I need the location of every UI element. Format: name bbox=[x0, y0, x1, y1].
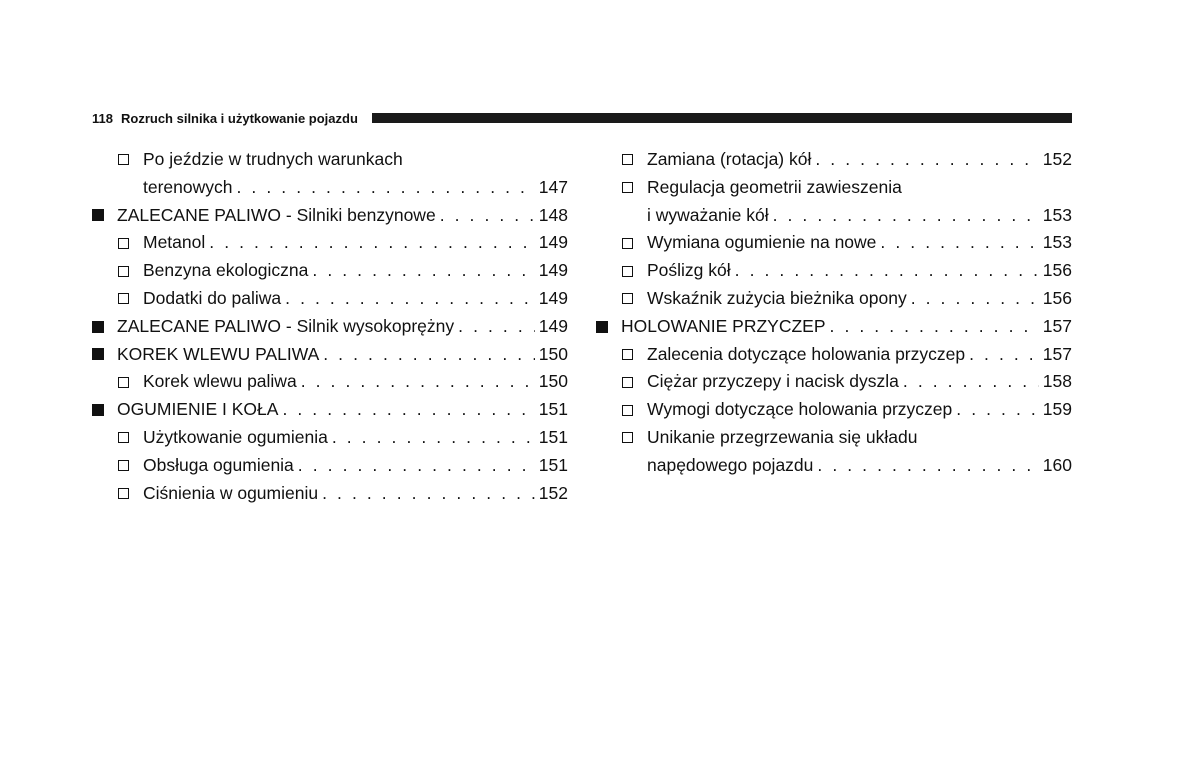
page-number: 118 bbox=[92, 110, 113, 126]
toc-page-number: 153 bbox=[1042, 204, 1072, 225]
toc-page-number: 160 bbox=[1042, 454, 1072, 475]
toc-page-number: 157 bbox=[1042, 343, 1072, 364]
dot-leader bbox=[282, 396, 534, 424]
toc-page-number: 158 bbox=[1042, 371, 1072, 392]
toc-entry-title: OGUMIENIE I KOŁA bbox=[117, 399, 279, 420]
toc-entry-title: KOREK WLEWU PALIWA bbox=[117, 343, 320, 364]
toc-page-number: 151 bbox=[538, 399, 568, 420]
toc-entry[interactable] bbox=[92, 285, 568, 313]
toc-entry-title: napędowego pojazdu bbox=[647, 454, 814, 475]
toc-entry-title: Unikanie przegrzewania się układu bbox=[647, 426, 918, 447]
toc-entry-title: Korek wlewu paliwa bbox=[143, 371, 297, 392]
hollow-square-bullet-icon bbox=[118, 293, 129, 304]
toc-entry[interactable] bbox=[92, 341, 568, 369]
toc-page-number: 151 bbox=[538, 426, 568, 447]
toc-entry-title: ZALECANE PALIWO - Silnik wysokoprężny bbox=[117, 315, 455, 336]
toc-entry[interactable] bbox=[92, 257, 568, 285]
toc-page-number: 149 bbox=[538, 260, 568, 281]
hollow-square-bullet-icon bbox=[622, 405, 633, 416]
toc-entry[interactable] bbox=[92, 174, 568, 202]
toc-entry[interactable] bbox=[596, 313, 1072, 341]
hollow-square-bullet-icon bbox=[118, 266, 129, 277]
toc-page-number: 153 bbox=[1042, 232, 1072, 253]
toc-entry-title: terenowych bbox=[143, 176, 233, 197]
hollow-square-bullet-icon bbox=[622, 349, 633, 360]
toc-entry[interactable] bbox=[596, 341, 1072, 369]
toc-entry-title: Ciśnienia w ogumieniu bbox=[143, 482, 319, 503]
toc-entry-title: Poślizg kół bbox=[647, 260, 731, 281]
toc-entry-title: Ciężar przyczepy i nacisk dyszla bbox=[647, 371, 899, 392]
hollow-square-bullet-icon bbox=[622, 432, 633, 443]
toc-page-number: 156 bbox=[1042, 287, 1072, 308]
dot-leader bbox=[322, 480, 535, 508]
toc-entry-title: Użytkowanie ogumienia bbox=[143, 426, 328, 447]
dot-leader bbox=[817, 452, 1038, 480]
toc-entry[interactable] bbox=[596, 424, 1072, 452]
toc-page-number: 151 bbox=[538, 454, 568, 475]
hollow-square-bullet-icon bbox=[118, 238, 129, 249]
dot-leader bbox=[312, 257, 534, 285]
toc-entry[interactable] bbox=[596, 174, 1072, 202]
dot-leader bbox=[735, 257, 1039, 285]
toc-entry[interactable] bbox=[92, 480, 568, 508]
toc-page-number: 152 bbox=[538, 482, 568, 503]
toc-entry[interactable] bbox=[596, 368, 1072, 396]
toc-entry[interactable] bbox=[92, 424, 568, 452]
page-header bbox=[92, 109, 1072, 127]
toc-page-number: 152 bbox=[1042, 149, 1072, 169]
toc-page-number: 149 bbox=[538, 315, 568, 336]
toc-entry[interactable] bbox=[596, 452, 1072, 480]
dot-leader bbox=[903, 368, 1039, 396]
dot-leader bbox=[323, 341, 535, 369]
hollow-square-bullet-icon bbox=[622, 154, 633, 165]
hollow-square-bullet-icon bbox=[622, 293, 633, 304]
hollow-square-bullet-icon bbox=[622, 182, 633, 193]
dot-leader bbox=[773, 202, 1039, 230]
dot-leader bbox=[298, 452, 535, 480]
toc-entry-title: Metanol bbox=[143, 232, 206, 253]
toc-entry[interactable] bbox=[596, 146, 1072, 174]
dot-leader bbox=[332, 424, 535, 452]
dot-leader bbox=[440, 202, 535, 230]
filled-square-bullet-icon bbox=[92, 348, 104, 360]
toc-entry[interactable] bbox=[92, 313, 568, 341]
toc-entry[interactable] bbox=[596, 396, 1072, 424]
hollow-square-bullet-icon bbox=[118, 377, 129, 388]
toc-entry-title: Benzyna ekologiczna bbox=[143, 260, 309, 281]
toc-page-number: 150 bbox=[538, 343, 568, 364]
toc-entry-title: Zalecenia dotyczące holowania przyczep bbox=[647, 343, 966, 364]
dot-leader bbox=[911, 285, 1039, 313]
toc-entry-title: ZALECANE PALIWO - Silniki benzynowe bbox=[117, 204, 436, 225]
toc-page-number: 150 bbox=[538, 371, 568, 392]
toc-page-number: 148 bbox=[538, 204, 568, 225]
filled-square-bullet-icon bbox=[92, 209, 104, 221]
toc-entry[interactable] bbox=[92, 229, 568, 257]
toc-entry-title: Dodatki do paliwa bbox=[143, 287, 282, 308]
toc-page-number: 147 bbox=[538, 176, 568, 197]
toc-entry[interactable] bbox=[92, 202, 568, 230]
filled-square-bullet-icon bbox=[596, 321, 608, 333]
toc-entry-title: Wymiana ogumienie na nowe bbox=[647, 232, 877, 253]
dot-leader bbox=[969, 341, 1039, 369]
toc-entry-title: Po jeździe w trudnych warunkach bbox=[143, 149, 403, 169]
hollow-square-bullet-icon bbox=[118, 488, 129, 499]
hollow-square-bullet-icon bbox=[622, 238, 633, 249]
toc-entry-title: Zamiana (rotacja) kół bbox=[647, 149, 812, 169]
hollow-square-bullet-icon bbox=[622, 266, 633, 277]
toc-page-number: 149 bbox=[538, 232, 568, 253]
toc-entry-title: Obsługa ogumienia bbox=[143, 454, 294, 475]
toc-entry-title: Wymogi dotyczące holowania przyczep bbox=[647, 399, 953, 420]
dot-leader bbox=[285, 285, 535, 313]
toc-page-number: 159 bbox=[1042, 399, 1072, 420]
toc-entry[interactable] bbox=[92, 396, 568, 424]
header-rule bbox=[372, 113, 1072, 123]
toc-entry[interactable] bbox=[92, 368, 568, 396]
toc-entry[interactable] bbox=[596, 202, 1072, 230]
toc-page-number: 157 bbox=[1042, 315, 1072, 336]
dot-leader bbox=[830, 313, 1039, 341]
toc-entry-title: i wyważanie kół bbox=[647, 204, 769, 225]
toc-entry[interactable] bbox=[596, 285, 1072, 313]
toc-page-number: 156 bbox=[1042, 260, 1072, 281]
toc-right-column bbox=[596, 146, 1072, 480]
dot-leader bbox=[209, 229, 535, 257]
dot-leader bbox=[956, 396, 1039, 424]
hollow-square-bullet-icon bbox=[118, 154, 129, 165]
toc-left-column bbox=[92, 146, 568, 507]
toc-page-number: 149 bbox=[538, 287, 568, 308]
hollow-square-bullet-icon bbox=[622, 377, 633, 388]
toc-entry-title: Regulacja geometrii zawieszenia bbox=[647, 176, 902, 197]
dot-leader bbox=[458, 313, 535, 341]
section-title: Rozruch silnika i użytkowanie pojazdu bbox=[120, 110, 358, 126]
dot-leader bbox=[880, 229, 1038, 257]
toc-entry[interactable] bbox=[596, 257, 1072, 285]
filled-square-bullet-icon bbox=[92, 321, 104, 333]
dot-leader bbox=[301, 368, 535, 396]
toc-entry-title: HOLOWANIE PRZYCZEP bbox=[621, 315, 826, 336]
toc-entry[interactable] bbox=[596, 229, 1072, 257]
toc-entry-title: Wskaźnik zużycia bieżnika opony bbox=[647, 287, 907, 308]
dot-leader bbox=[815, 146, 1038, 174]
toc-entry[interactable] bbox=[92, 146, 568, 174]
hollow-square-bullet-icon bbox=[118, 432, 129, 443]
filled-square-bullet-icon bbox=[92, 404, 104, 416]
hollow-square-bullet-icon bbox=[118, 460, 129, 471]
dot-leader bbox=[237, 174, 535, 202]
toc-entry[interactable] bbox=[92, 452, 568, 480]
